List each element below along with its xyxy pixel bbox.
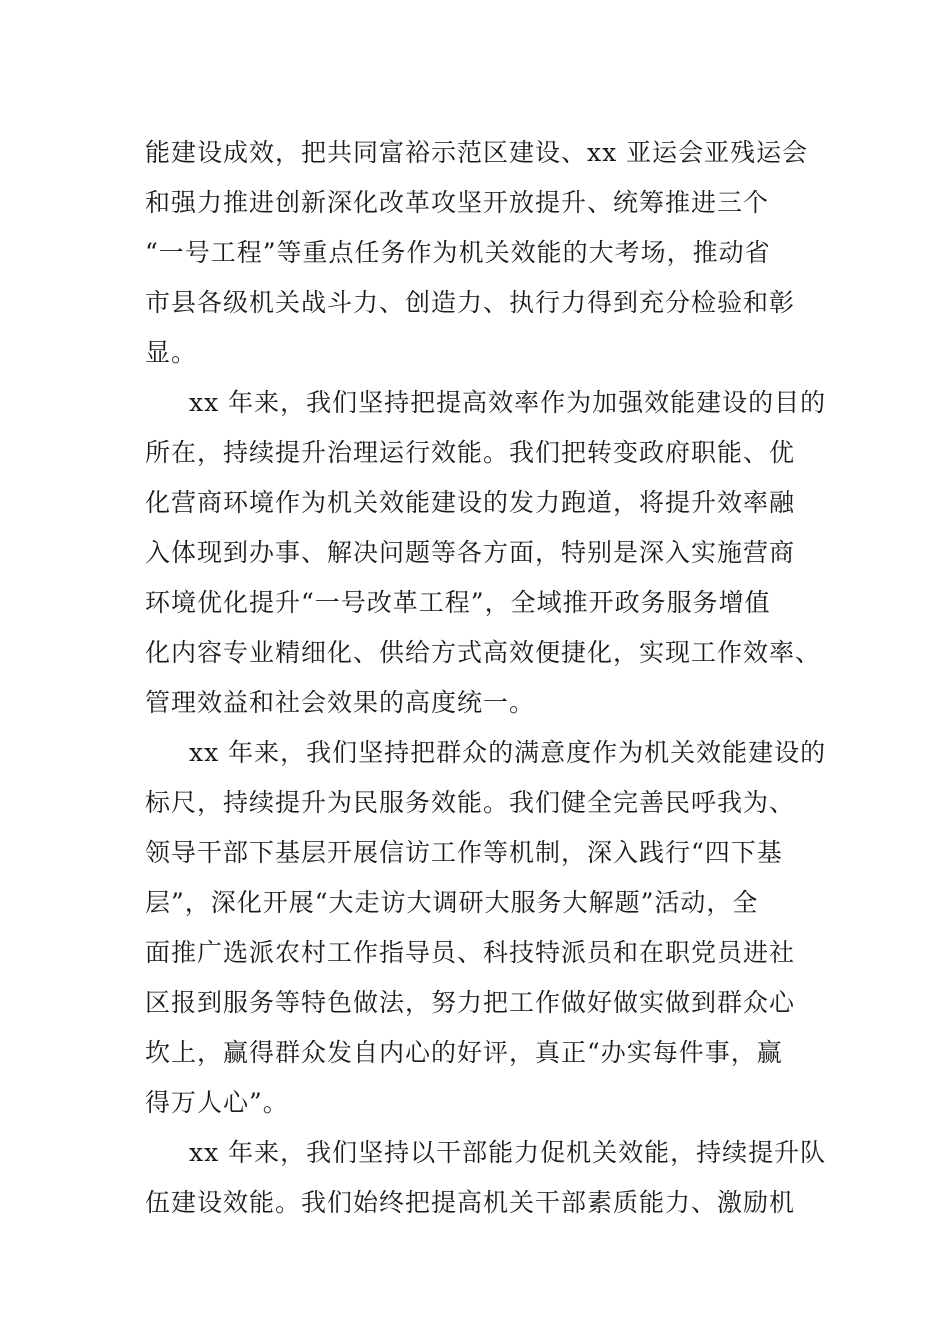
text-line: 环境优化提升“一号改革工程”，全域推开政务服务增值 xyxy=(145,588,771,617)
text-line: xx 年来，我们坚持以干部能力促机关效能，持续提升队 xyxy=(189,1138,827,1167)
paragraph-2 xyxy=(145,378,827,728)
text-line: 管理效益和社会效果的高度统一。 xyxy=(145,688,536,717)
text-line: 和强力推进创新深化改革攻坚开放提升、统筹推进三个 xyxy=(145,188,770,217)
text-line: 面推广选派农村工作指导员、科技特派员和在职党员进社 xyxy=(145,938,796,967)
text-line: 得万人心”。 xyxy=(145,1088,289,1117)
text-line: 领导干部下基层开展信访工作等机制，深入践行“四下基 xyxy=(145,838,783,867)
paragraph-4 xyxy=(145,1128,827,1228)
text-line: 区报到服务等特色做法，努力把工作做好做实做到群众心 xyxy=(145,988,796,1017)
text-line: 层”，深化开展“大走访大调研大服务大解题”活动，全 xyxy=(145,888,759,917)
text-line: 化营商环境作为机关效能建设的发力跑道，将提升效率融 xyxy=(145,488,796,517)
text-line: xx 年来，我们坚持把群众的满意度作为机关效能建设的 xyxy=(189,738,827,767)
text-line: xx 年来，我们坚持把提高效率作为加强效能建设的目的 xyxy=(189,388,827,417)
document-body xyxy=(145,128,827,1228)
paragraph-1 xyxy=(145,128,807,378)
text-line: 标尺，持续提升为民服务效能。我们健全完善民呼我为、 xyxy=(145,788,796,817)
text-line: 化内容专业精细化、供给方式高效便捷化，实现工作效率、 xyxy=(145,638,822,667)
text-line: 能建设成效，把共同富裕示范区建设、xx 亚运会亚残运会 xyxy=(145,138,809,167)
text-line: 市县各级机关战斗力、创造力、执行力得到充分检验和彰 xyxy=(145,288,796,317)
paragraph-3 xyxy=(145,728,827,1128)
text-line: 所在，持续提升治理运行效能。我们把转变政府职能、优 xyxy=(145,438,796,467)
text-line: 入体现到办事、解决问题等各方面，特别是深入实施营商 xyxy=(145,538,796,567)
text-line: 坎上，赢得群众发自内心的好评，真正“办实每件事，赢 xyxy=(145,1038,783,1067)
text-line: 显。 xyxy=(145,338,198,367)
text-line: 伍建设效能。我们始终把提高机关干部素质能力、激励机 xyxy=(145,1188,796,1217)
text-line: “一号工程”等重点任务作为机关效能的大考场，推动省 xyxy=(145,238,771,267)
